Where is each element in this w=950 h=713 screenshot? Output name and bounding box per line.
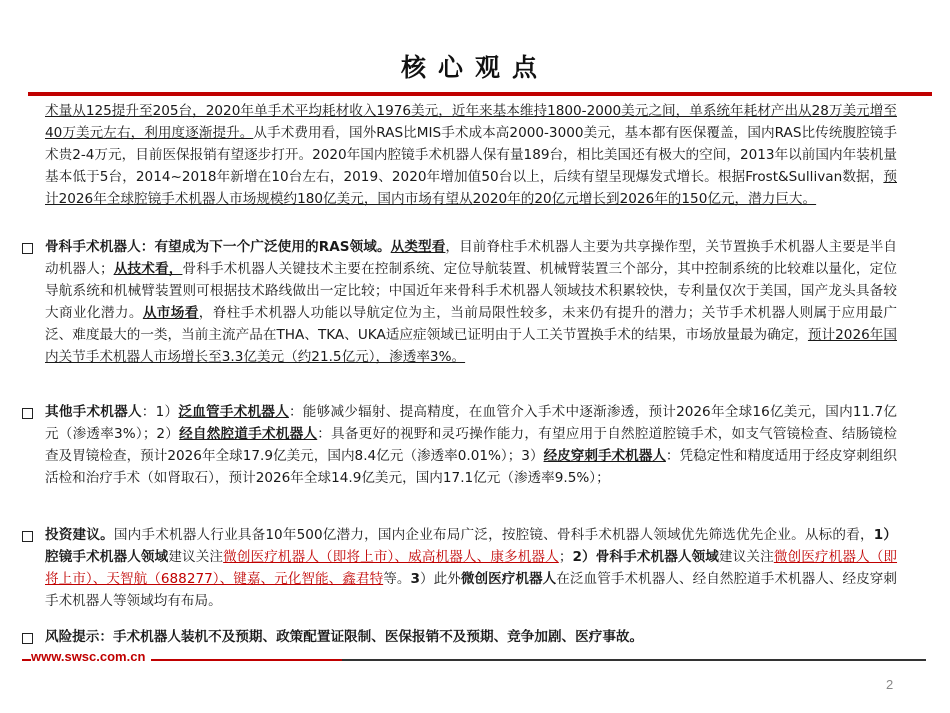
p5-s1: 风险提示：手术机器人装机不及预期、政策配置证限制、医保报销不及预期、竞争加剧、医疗事故。 [45, 629, 644, 645]
bullet-orthopedic [22, 243, 33, 254]
bullet-investment [22, 531, 33, 542]
p3-s3: 泛血管手术机器人 [178, 404, 289, 420]
page-number: 2 [886, 677, 894, 692]
p4-s8: 建议关注 [719, 549, 774, 565]
paragraph-investment [45, 524, 897, 612]
p4-s2: 国内手术机器人行业具备10年500亿潜力，国内企业布局广泛，按腔镜、骨科手术机器人领域优先筛选优先企业。从标的看， [113, 527, 874, 543]
p2-s6: 从市场看 [142, 305, 199, 321]
p3-s5: 经自然腔道手术机器人 [179, 426, 318, 442]
p4-s14: 在泛血管手术机器人、经自然腔道手术机器人、经皮穿刺手术机器人等领域均有布局。 [45, 571, 898, 609]
p4-s10: 等。 [383, 571, 411, 587]
p4-s7: 2）骨科手术机器人领域 [572, 549, 720, 565]
p3-s7: 经皮穿刺手术机器人 [543, 448, 666, 464]
paragraph-orthopedic [45, 236, 897, 368]
paragraph-laparoscopic [45, 100, 897, 210]
p2-s8: 预计2026年国内关节手术机器人市场增长至3.3亿美元（约21.5亿元），渗透率3%。 [45, 327, 897, 365]
p4-s1: 投资建议。 [45, 527, 114, 543]
p4-s9: 微创医疗机器人（即将上市）、天智航（688277）、键嘉、元化智能、鑫君特 [45, 549, 898, 587]
p4-s11: 3 [410, 571, 420, 587]
paragraph-other-robots [45, 401, 897, 489]
p4-s4: 建议关注 [168, 549, 224, 565]
p1-s1: 术量从125提升至205台，2020年单手术平均耗材收入1976美元，近年来基本维持1800-2000美元之间，单系统年耗材产出从28万美元增至40万美元左右，利用度逐渐提升。 [45, 103, 897, 141]
bullet-risk [22, 633, 33, 644]
p1-s2: 从手术费用看，国外RAS比MIS手术成本高2000-3000美元，基本都有医保覆盖，国内RAS比传统腹腔镜手术贵2-4万元，目前医保报销有望逐步打开。2020年国内腔镜手术机器人保有量189台，相比美国还有极大的空间，2013年以前国内年装机量基本低于5台，2014~2018年新增在10台左右，2019、2020年增加值50台以上，后续有望呈现爆发式增长。根据Frost&Sullivan数据， [45, 125, 897, 185]
title-divider [28, 92, 932, 96]
p4-s12: ）此外 [419, 571, 461, 587]
p2-s7: ，脊柱手术机器人功能以导航定位为主，当前局限性较多，未来仍有提升的潜力；关节手术机器人则属于应用最广泛、难度最大的一类，当前主流产品在THA、TKA、UKA适应症领域已证明由于人工关节置换手术的结果，市场放量最为确定， [45, 305, 898, 343]
p2-s4: 从技术看， [113, 261, 183, 277]
page-title: 核心观点 [400, 53, 549, 82]
p2-s2: 从类型看 [390, 239, 446, 255]
p3-s6: ：具备更好的视野和灵巧操作能力，有望应用于自然腔道腔镜手术，如支气管镜检查、结肠镜检查及胃镜检查，预计2026年全球17.9亿美元，国内8.4亿元（渗透率0.01%）；3） [45, 426, 898, 464]
p2-s1: 骨科手术机器人：有望成为下一个广泛使用的RAS领域。 [45, 239, 391, 255]
bullet-other-robots [22, 408, 33, 419]
p4-s13: 微创医疗机器人 [460, 571, 557, 587]
p4-s3: 1）腔镜手术机器人领域 [45, 527, 897, 565]
p1-s3: 预计2026年全球腔镜手术机器人市场规模约180亿美元，国内市场有望从2020年的20亿元增长到2026年的150亿元，潜力巨大。 [45, 169, 897, 207]
p3-s8: ：凭稳定性和精度适用于经皮穿刺组织活检和治疗手术（如肾取石），预计2026年全球14.9亿美元，国内17.1亿元（渗透率9.5%）； [45, 448, 898, 486]
p2-s3: ，目前脊柱手术机器人主要为共享操作型，关节置换手术机器人主要是半自动机器人； [45, 239, 897, 277]
footer-url[interactable]: www.swsc.com.cn [31, 649, 151, 664]
paragraph-risk [45, 626, 897, 648]
p3-s4: ：能够减少辐射、提高精度，在血管介入手术中逐渐渗透，预计2026年全球16亿美元，国内11.7亿元（渗透率3%）；2） [45, 404, 898, 442]
p4-s5: 微创医疗机器人（即将上市）、威高机器人、康多机器人 [223, 549, 559, 565]
p3-s2: ：1） [141, 404, 179, 420]
p2-s5: 骨科手术机器人关键技术主要在控制系统、定位导航装置、机械臂装置三个部分，其中控制系统的比较难以量化，定位导航系统和机械臂装置则可根据技术路线做出一定比较；中国近年来骨科手术机器人领域技术积累较快，专利量仅次于美国，国产龙头具备较大商业化潜力。 [45, 261, 898, 321]
p4-s6: ； [558, 549, 573, 565]
p3-s1: 其他手术机器人 [45, 404, 142, 420]
